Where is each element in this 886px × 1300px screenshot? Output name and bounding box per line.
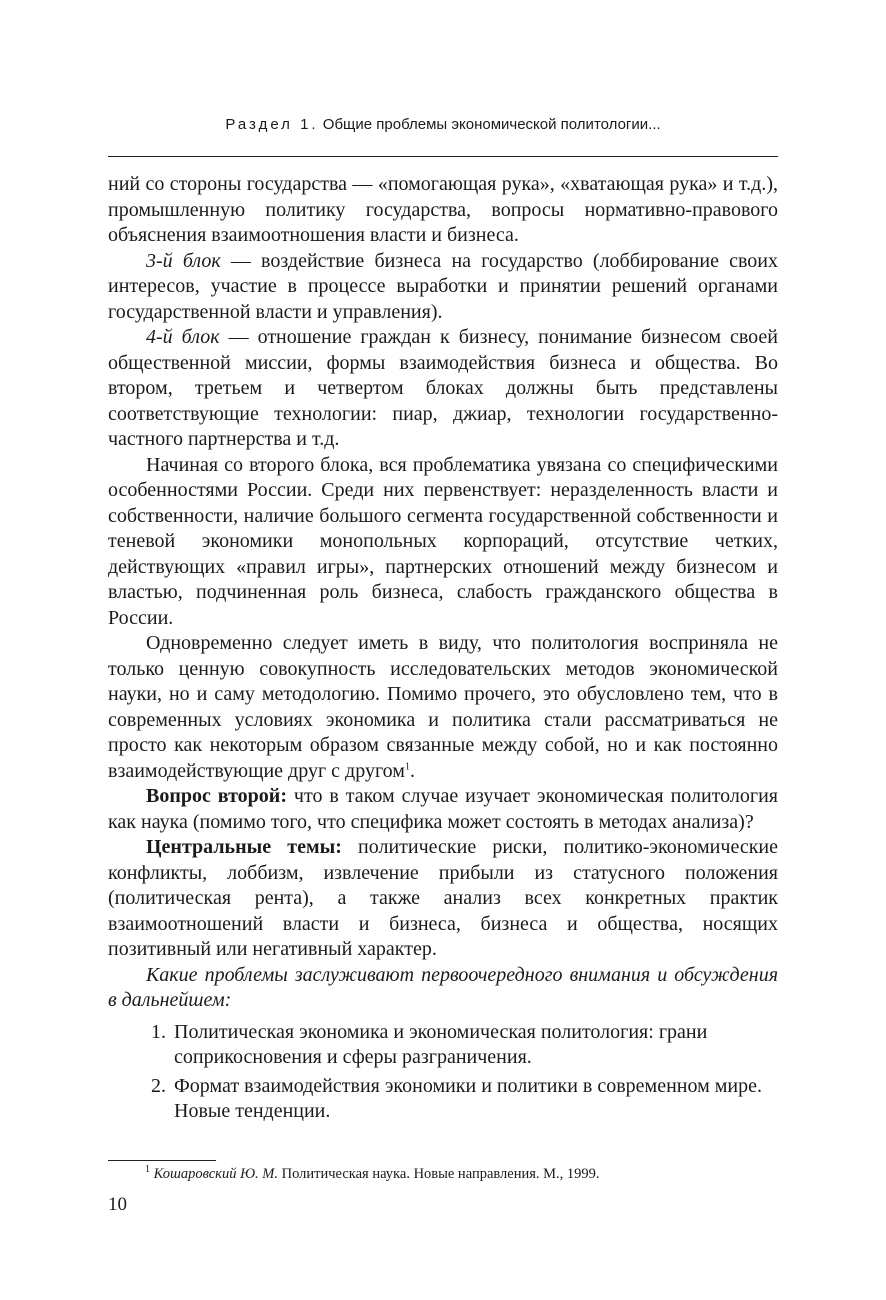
methodology-text: Одновременно следует иметь в виду, что политология восприняла не только ценную совокупность исследовательских методов экономической науки, но и саму методологию. Помимо прочего, это обусловлено тем, что в современных условиях экономика и политика стали рассматриваться не просто как некоторым образом связанные между собой, но и как постоянно взаимодействующие друг с другом	[108, 632, 778, 782]
problems-intro-text: Какие проблемы заслуживают первоочередного внимания и обсуждения в дальнейшем:	[108, 963, 778, 1011]
list-item-number: 1.	[151, 1020, 166, 1043]
paragraph-continuation: ний со стороны государства — «помогающая рука», «хватающая рука» и т.д.), промышленную политику государства, вопросы нормативно-правового объяснения взаимоотношения власти и бизнеса.	[108, 173, 778, 246]
paragraph-methodology	[108, 631, 778, 784]
paragraph-russia-specifics: Начиная со второго блока, вся проблематика увязана со специфическими особенностями России. Среди них первенствует: неразделенность власти и собственности, наличие большого сегмента государственной собственности и теневой экономики монопольных корпораций, отсутствие четких, действующих «правил игры», партнерских отношений между бизнесом и властью, подчиненная роль бизнеса, слабость гражданского общества в России.	[108, 453, 778, 629]
footnote-mark: 1	[145, 1164, 150, 1176]
block-4-text: — отношение граждан к бизнесу, понимание бизнесом своей общественной миссии, формы взаимодействия бизнеса и общества. Во втором, третьем и четвертом блоках должны быть представлены соответствующие технологии: пиар, джиар, технологии государственно-частного партнерства и т.д.	[108, 326, 779, 450]
section-label: Раздел 1.	[225, 116, 319, 133]
footnote	[145, 1166, 600, 1183]
central-topics-text: политические риски, политико-экономические конфликты, лоббизм, извлечение прибыли из статусного положения (политическая рента), а также анализ всех конкретных практик взаимоотношений власти и бизнеса, бизнеса и общества, носящих позитивный или негативный характер.	[108, 836, 778, 960]
footnote-text: Политическая наука. Новые направления. М., 1999.	[278, 1166, 600, 1182]
list-item-number: 2.	[151, 1074, 166, 1097]
paragraph-question-two	[108, 784, 778, 835]
header-rule	[108, 156, 778, 157]
question-two-lead: Вопрос второй:	[146, 785, 287, 807]
paragraph-central-topics	[108, 835, 778, 963]
footnote-rule	[108, 1160, 216, 1161]
paragraph-problems-intro	[108, 963, 778, 1014]
list-item	[108, 1074, 778, 1125]
central-topics-lead: Центральные темы:	[146, 836, 342, 858]
methodology-end: .	[409, 759, 415, 782]
paragraph-block-3	[108, 249, 778, 326]
block-3-text: — воздействие бизнеса на государство (лоббирование своих интересов, участие в процессе выработки и принятии решений органами государственной власти и управления).	[108, 249, 778, 323]
section-title: Общие проблемы экономической политологии...	[322, 116, 661, 133]
footnote-reference: 1	[404, 760, 410, 772]
paragraph-block-4	[108, 325, 778, 453]
page-body	[108, 172, 778, 1128]
footnote-author: Кошаровский Ю. М.	[153, 1166, 279, 1182]
block-3-lead: 3-й блок	[146, 249, 221, 272]
list-item	[108, 1020, 778, 1071]
list-item-text: Формат взаимодействия экономики и политики в современном мире. Новые тенденции.	[174, 1074, 763, 1122]
question-two-text: что в таком случае изучает экономическая политология как наука (помимо того, что специфика может состоять в методах анализа)?	[108, 785, 778, 833]
running-header	[108, 116, 778, 133]
problems-list	[108, 1020, 778, 1125]
block-4-lead: 4-й блок	[146, 326, 220, 348]
list-item-text: Политическая экономика и экономическая политология: грани соприкосновения и сферы разграничения.	[174, 1020, 708, 1068]
page-number: 10	[108, 1194, 127, 1215]
